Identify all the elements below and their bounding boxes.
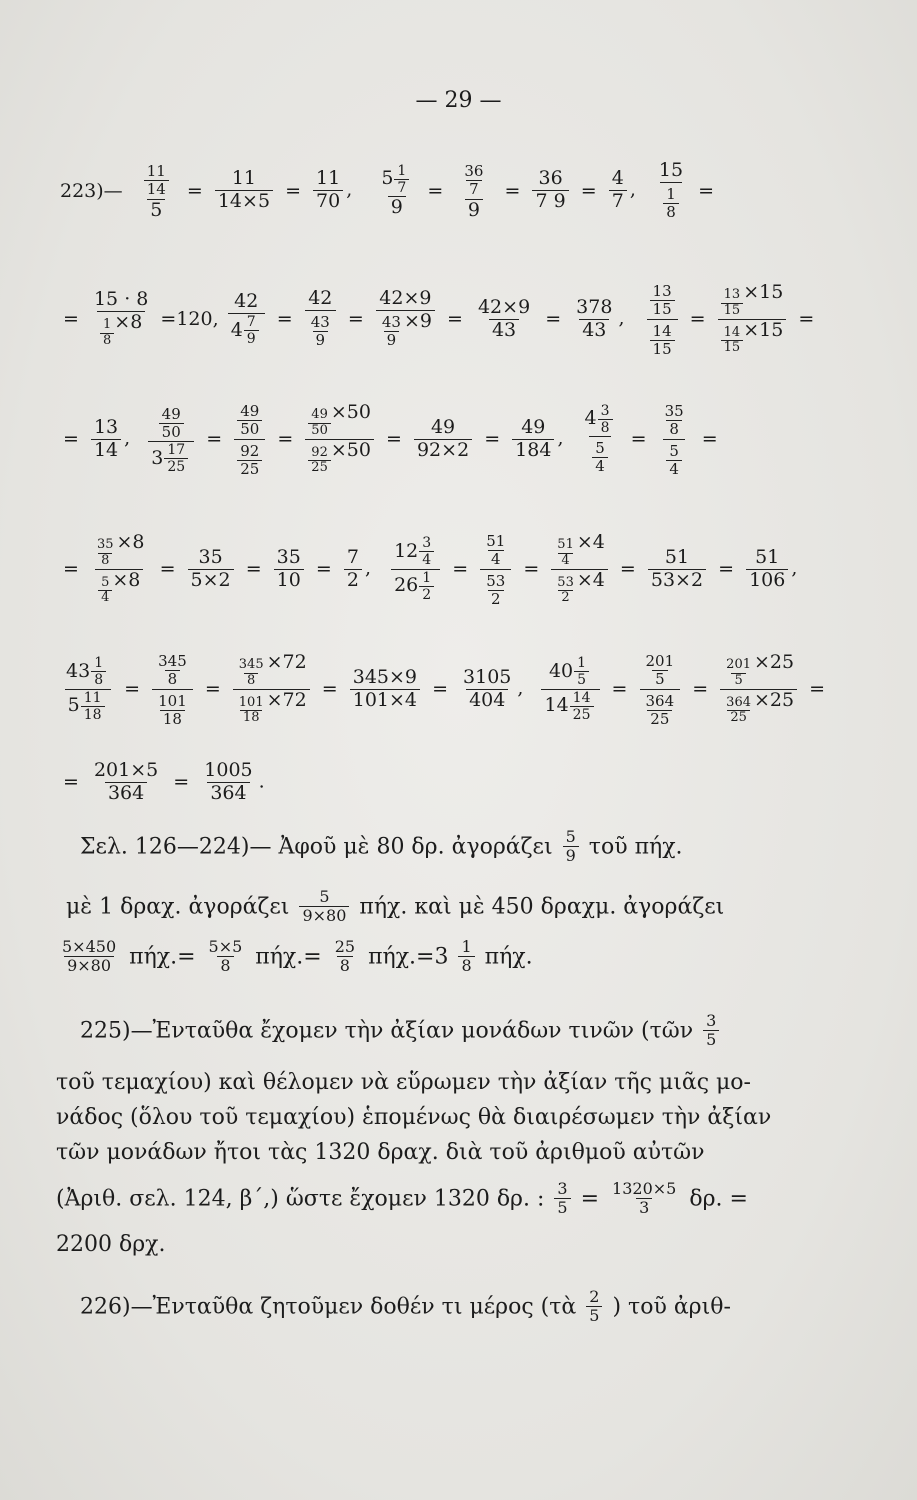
fraction: $\frac{15}{\frac{1}{8}}$ xyxy=(658,159,684,222)
fraction: $\frac{35}{8}$ ×8 $\frac{5}{4}$ ×8 xyxy=(96,530,145,606)
fraction: $\frac{\frac{49}{50}}{\frac{92}{25}}$ xyxy=(234,400,265,478)
fraction: $\frac{\frac{51}{4}}{\frac{53}{2}}$ xyxy=(480,530,511,608)
fraction: $\frac{11}{70}$ xyxy=(313,168,343,213)
fraction: $\frac{51}{53\times 2}$ xyxy=(648,547,706,592)
fraction: 43 $\frac{1}{8}$ 5 $\frac{11}{18}$ xyxy=(63,655,112,722)
fraction: $\frac{35}{10}$ xyxy=(274,547,304,592)
exercise-225-line-6: 2200 δρχ. xyxy=(56,1232,166,1257)
exercise-223-line-3: = $\frac{13}{14}$ , $\frac{49}{50}$ 3 $\frac{17}{25}$ = $\frac{\frac{49}{50}}{\frac{92}{25}}$ = $\frac{49}{50}$ ×50 $\frac{92}{25}$ ×50 = $\frac{49}{92\times 2}$ = $\frac{49}{184}$ , 4 $\frac{3}{8}$ $\frac{5}{4}$ = $\frac{\frac{35}{8}}{\frac{5}{4}}$ = xyxy=(63,400,718,478)
fraction: $\frac{378}{43}$ xyxy=(576,295,613,341)
exercise-225-line-1: 225)—Ἐνταῦθα ἔχομεν τὴν ἀξίαν μονάδων τινῶν (τῶν $\frac{3}{5}$ xyxy=(80,1012,840,1050)
fraction: $\frac{51}{106}$ xyxy=(746,547,788,592)
exercise-223-line-4: = $\frac{35}{8}$ ×8 $\frac{5}{4}$ ×8 = $\frac{35}{5\times 2}$ = $\frac{35}{10}$ = $\frac{7}{2}$ , 12 $\frac{3}{4}$ 26 $\frac{1}{2}$ = $\frac{\frac{51}{4}}{\frac{53}{2}}$ = $\frac{51}{4}$ ×4 $\frac{53}{2}$ ×4 = $\frac{51}{53\times 2}$ = $\frac{51}{106}$ , xyxy=(63,530,798,608)
exercise-223-line-6: = $\frac{201\times 5}{364}$ = $\frac{1005}{364}$ . xyxy=(63,759,265,804)
fraction: $\frac{345\times 9}{101\times 4}$ xyxy=(350,667,420,712)
fraction: 15 · 8 $\frac{1}{8}$ ×8 xyxy=(93,288,149,348)
fraction: $\frac{201}{5}$ ×25 $\frac{364}{25}$ ×25 xyxy=(720,652,797,727)
page-number: — 29 — xyxy=(415,88,502,113)
fraction: $\frac{201\times 5}{364}$ xyxy=(93,759,159,804)
exercise-226-line-1: 226)—Ἐνταῦθα ζητοῦμεν δοθέν τι μέρος (τὰ $\frac{2}{5}$ ) τοῦ ἀριθ- xyxy=(80,1287,731,1326)
fraction: $\frac{1005}{364}$ xyxy=(204,759,253,804)
fraction: $\frac{7}{2}$ xyxy=(344,547,362,592)
exercise-225-line-5: (Ἀριθ. σελ. 124, β΄,) ὥστε ἔχομεν 1320 δρ. : $\frac{3}{5}$ = $\frac{1320\times 5}{3}$ δρ. = xyxy=(56,1179,748,1218)
fraction: 4 $\frac{3}{8}$ $\frac{5}{4}$ xyxy=(582,403,619,476)
exercise-224-line-1: Σελ. 126—224)— Ἀφοῦ μὲ 80 δρ. ἀγοράζει $\frac{5}{9}$ τοῦ πήχ. xyxy=(80,827,683,866)
fraction: $\frac{35}{5\times 2}$ xyxy=(188,547,234,592)
fraction: $\frac{\frac{35}{8}}{\frac{5}{4}}$ xyxy=(664,402,684,478)
fraction: $\frac{42\times 9}{43}$ xyxy=(477,295,531,341)
fraction: 40 $\frac{1}{5}$ 14 $\frac{14}{25}$ xyxy=(541,655,599,722)
fraction: $\frac{\frac{201}{5}}{\frac{364}{25}}$ xyxy=(640,650,681,728)
exercise-224-line-2: μὲ 1 δραχ. ἀγοράζει $\frac{5}{9\times 80}$ πήχ. καὶ μὲ 450 δραχμ. ἀγοράζει xyxy=(66,887,725,926)
fraction: $\frac{\frac{11}{14}}{5}$ xyxy=(138,160,175,221)
exercise-224-line-3: $\frac{5\times 450}{9\times 80}$ πήχ.= $\frac{5\times 5}{8}$ πήχ.= $\frac{25}{8}$ πήχ.=3 $\frac{1}{8}$ πήχ. xyxy=(62,937,533,976)
exercise-225-line-3: νάδος (ὅλου τοῦ τεμαχίου) ἑπομένως θὰ διαιρέσωμεν τὴν ἀξίαν xyxy=(56,1105,772,1130)
fraction: $\frac{49}{184}$ xyxy=(512,417,554,462)
exercise-label: 223)— xyxy=(60,179,123,202)
fraction: $\frac{\frac{13}{15}}{\frac{14}{15}}$ xyxy=(647,280,678,358)
fraction: 12 $\frac{3}{4}$ 26 $\frac{1}{2}$ xyxy=(391,535,440,602)
fraction: 5 $\frac{1}{7}$ 9 xyxy=(378,163,415,219)
exercise-223-line-2: = 15 · 8 $\frac{1}{8}$ ×8 =120, 42 4 $\frac{7}{9}$ = $\frac{42}{\frac{43}{9}}$ = 42×9 $\frac{43}{9}$ ×9 = $\frac{42\times 9}{43}$ = $\frac{378}{43}$ , $\frac{\frac{13}{15}}{\frac{14}{15}}$ = $\frac{13}{15}$ ×15 $\frac{14}{15}$ ×15 = xyxy=(63,280,815,358)
fraction: $\frac{345}{8}$ ×72 $\frac{101}{18}$ ×72 xyxy=(233,652,310,727)
fraction: $\frac{3105}{404}$ xyxy=(463,665,512,711)
fraction: $\frac{11}{14\times 5}$ xyxy=(215,168,273,213)
fraction: $\frac{51}{4}$ ×4 $\frac{53}{2}$ ×4 xyxy=(551,532,608,607)
fraction: 42 4 $\frac{7}{9}$ xyxy=(228,291,265,347)
exercise-225-line-4: τῶν μονάδων ἤτοι τὰς 1320 δραχ. διὰ τοῦ ἀριθμοῦ αὐτῶν xyxy=(56,1140,705,1165)
fraction: $\frac{36}{7 9}$ xyxy=(532,168,568,213)
fraction: $\frac{4}{7}$ xyxy=(609,168,627,213)
fraction: $\frac{\frac{36}{7}}{9}$ xyxy=(464,162,484,221)
fraction: $\frac{49}{50}$ 3 $\frac{17}{25}$ xyxy=(148,403,194,476)
fraction: $\frac{\frac{345}{8}}{\frac{101}{18}}$ xyxy=(152,650,193,728)
fraction: $\frac{13}{15}$ ×15 $\frac{14}{15}$ ×15 xyxy=(718,282,787,357)
fraction: $\frac{42}{\frac{43}{9}}$ xyxy=(305,288,336,349)
fraction: $\frac{13}{14}$ xyxy=(91,417,121,462)
fraction: 42×9 $\frac{43}{9}$ ×9 xyxy=(376,288,435,349)
fraction: $\frac{49}{50}$ ×50 $\frac{92}{25}$ ×50 xyxy=(305,402,374,477)
fraction: $\frac{49}{92\times 2}$ xyxy=(414,417,472,462)
exercise-223-line-1: 223)— $\frac{\frac{11}{14}}{5}$ = $\frac{11}{14\times 5}$ = $\frac{11}{70}$ , 5 $\frac{1}{7}$ 9 = $\frac{\frac{36}{7}}{9}$ = $\frac{36}{7 9}$ = $\frac{4}{7}$ , $\frac{15}{\frac{1}{8}}$ = xyxy=(60,159,715,222)
exercise-223-line-5: 43 $\frac{1}{8}$ 5 $\frac{11}{18}$ = $\frac{\frac{345}{8}}{\frac{101}{18}}$ = $\frac{345}{8}$ ×72 $\frac{101}{18}$ ×72 = $\frac{345\times 9}{101\times 4}$ = $\frac{3105}{404}$ , 40 $\frac{1}{5}$ 14 $\frac{14}{25}$ = $\frac{\frac{201}{5}}{\frac{364}{25}}$ = $\frac{201}{5}$ ×25 $\frac{364}{25}$ ×25 = xyxy=(60,650,860,728)
exercise-225-line-2: τοῦ τεμαχίου) καὶ θέλομεν νὰ εὕρωμεν τὴν ἀξίαν τῆς μιᾶς μο- xyxy=(56,1070,751,1095)
